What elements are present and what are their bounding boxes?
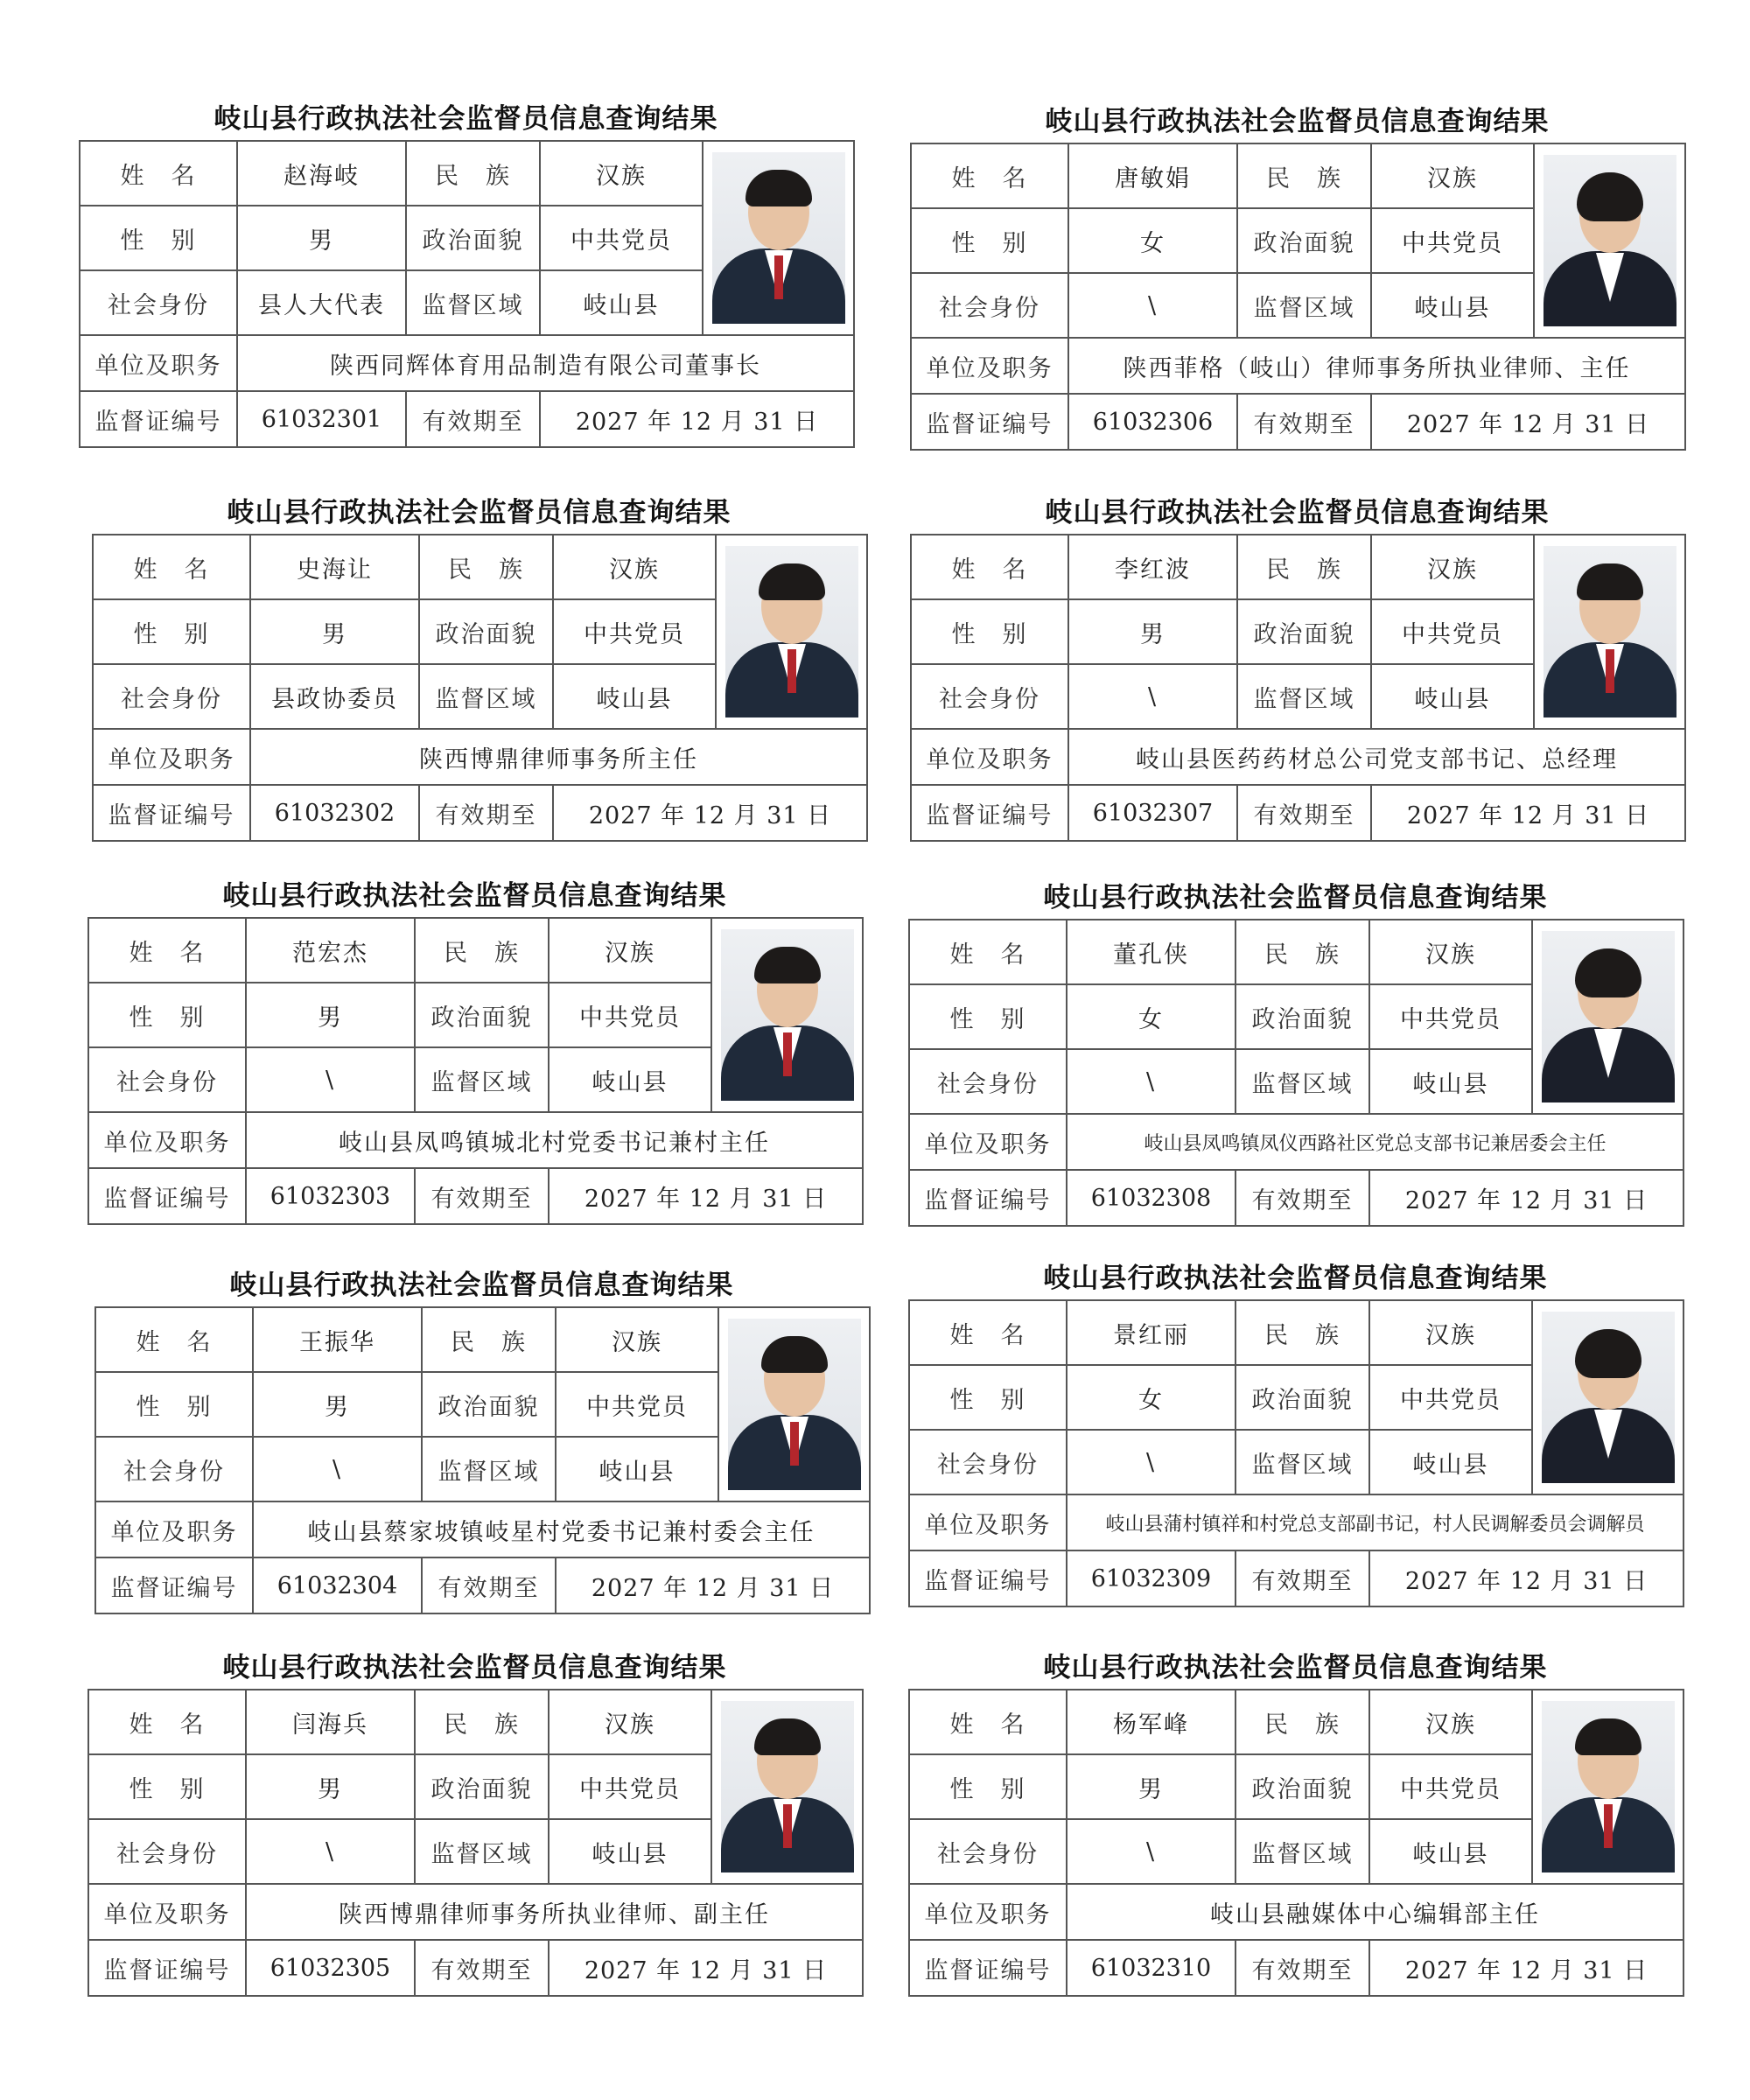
ethnicity-label: 民 族 [415,1690,549,1754]
portrait-photo [1532,920,1684,1114]
name-value: 闫海兵 [246,1690,415,1754]
social-value: \ [246,1819,415,1884]
valid-value: 2027 年 12 月 31 日 [556,1558,870,1614]
political-label: 政治面貌 [422,1372,556,1437]
political-value: 中共党员 [553,599,716,664]
cert-value: 61032303 [246,1168,415,1224]
info-table [79,140,855,448]
supervisor-card [908,877,1683,1227]
social-label: 社会身份 [88,1819,246,1884]
portrait-photo [703,141,854,335]
valid-label: 有效期至 [406,391,540,447]
name-value: 景红丽 [1067,1300,1236,1365]
name-value: 杨军峰 [1067,1690,1236,1754]
supervisor-card [88,875,862,1225]
cert-value: 61032304 [253,1558,422,1614]
portrait-placeholder-icon [1542,931,1675,1102]
ethnicity-value: 汉族 [549,918,711,983]
info-table [908,919,1684,1227]
supervisor-card [910,492,1684,842]
name-label: 姓 名 [909,920,1067,984]
cert-label: 监督证编号 [95,1558,253,1614]
portrait-placeholder-icon [728,1319,861,1490]
social-value: \ [1068,273,1237,338]
ethnicity-value: 汉族 [1369,1690,1532,1754]
unit-label: 单位及职务 [911,338,1068,394]
gender-label: 性 别 [909,1754,1067,1819]
name-label: 姓 名 [88,1690,246,1754]
political-value: 中共党员 [1369,984,1532,1049]
info-table [88,1689,864,1997]
unit-value: 岐山县凤鸣镇城北村党委书记兼村主任 [246,1112,863,1168]
cert-label: 监督证编号 [909,1940,1067,1996]
name-label: 姓 名 [80,141,237,206]
political-label: 政治面貌 [1236,984,1369,1049]
cert-label: 监督证编号 [88,1940,246,1996]
name-label: 姓 名 [911,144,1068,208]
gender-label: 性 别 [911,208,1068,273]
unit-label: 单位及职务 [909,1884,1067,1940]
social-label: 社会身份 [911,273,1068,338]
political-label: 政治面貌 [1237,208,1371,273]
region-label: 监督区域 [419,664,553,729]
political-value: 中共党员 [1369,1754,1532,1819]
region-value: 岐山县 [1371,664,1534,729]
region-label: 监督区域 [415,1819,549,1884]
gender-value: 男 [253,1372,422,1437]
name-label: 姓 名 [909,1300,1067,1365]
portrait-placeholder-icon [725,546,858,718]
cert-value: 61032307 [1068,785,1237,841]
gender-value: 女 [1067,1365,1236,1430]
gender-value: 男 [237,206,406,270]
name-label: 姓 名 [88,918,246,983]
region-value: 岐山县 [1371,273,1534,338]
cert-value: 61032306 [1068,394,1237,450]
card-title: 岐山县行政执法社会监督员信息查询结果 [227,497,732,528]
unit-label: 单位及职务 [909,1114,1067,1170]
unit-value: 岐山县蒲村镇祥和村党总支部副书记，村人民调解委员会调解员 [1067,1494,1684,1550]
gender-value: 男 [246,1754,415,1819]
card-title: 岐山县行政执法社会监督员信息查询结果 [222,880,727,912]
supervisor-card [908,1257,1683,1607]
gender-value: 女 [1067,984,1236,1049]
unit-value: 岐山县融媒体中心编辑部主任 [1067,1884,1684,1940]
region-value: 岐山县 [1369,1049,1532,1114]
info-table [88,917,864,1225]
social-value: \ [1067,1819,1236,1884]
valid-label: 有效期至 [422,1558,556,1614]
cert-label: 监督证编号 [88,1168,246,1224]
cert-value: 61032301 [237,391,406,447]
political-value: 中共党员 [549,983,711,1047]
cert-label: 监督证编号 [911,785,1068,841]
valid-label: 有效期至 [1237,785,1371,841]
valid-value: 2027 年 12 月 31 日 [553,785,867,841]
portrait-photo [1532,1690,1684,1884]
gender-label: 性 别 [88,1754,246,1819]
valid-value: 2027 年 12 月 31 日 [1369,1940,1684,1996]
card-title: 岐山县行政执法社会监督员信息查询结果 [1043,1263,1548,1294]
gender-value: 男 [250,599,419,664]
unit-value: 岐山县医药药材总公司党支部书记、总经理 [1068,729,1685,785]
ethnicity-value: 汉族 [556,1307,718,1372]
name-label: 姓 名 [93,535,250,599]
gender-label: 性 别 [80,206,237,270]
social-value: \ [1067,1049,1236,1114]
info-table [910,534,1686,842]
region-value: 岐山县 [556,1437,718,1502]
info-table [910,143,1686,451]
ethnicity-value: 汉族 [1371,535,1534,599]
cert-value: 61032308 [1067,1170,1236,1226]
portrait-photo [711,1690,863,1884]
gender-label: 性 别 [909,1365,1067,1430]
unit-label: 单位及职务 [909,1494,1067,1550]
valid-label: 有效期至 [415,1168,549,1224]
unit-label: 单位及职务 [95,1502,253,1558]
cert-label: 监督证编号 [80,391,237,447]
ethnicity-value: 汉族 [1371,144,1534,208]
name-value: 李红波 [1068,535,1237,599]
political-value: 中共党员 [556,1372,718,1437]
unit-value: 岐山县蔡家坡镇岐星村党委书记兼村委会主任 [253,1502,870,1558]
supervisor-card [94,1264,869,1614]
valid-value: 2027 年 12 月 31 日 [540,391,854,447]
region-label: 监督区域 [1236,1430,1369,1494]
portrait-photo [1534,144,1685,338]
name-value: 唐敏娟 [1068,144,1237,208]
supervisor-card [79,98,853,448]
valid-label: 有效期至 [419,785,553,841]
portrait-placeholder-icon [721,929,854,1101]
cert-value: 61032310 [1067,1940,1236,1996]
cert-label: 监督证编号 [909,1170,1067,1226]
political-label: 政治面貌 [1236,1754,1369,1819]
name-value: 史海让 [250,535,419,599]
valid-value: 2027 年 12 月 31 日 [1369,1550,1684,1606]
portrait-placeholder-icon [1544,546,1676,718]
social-label: 社会身份 [80,270,237,335]
social-value: \ [1067,1430,1236,1494]
card-title: 岐山县行政执法社会监督员信息查询结果 [1045,497,1550,528]
unit-value: 陕西菲格（岐山）律师事务所执业律师、主任 [1068,338,1685,394]
card-title: 岐山县行政执法社会监督员信息查询结果 [229,1270,734,1301]
social-value: \ [246,1047,415,1112]
unit-value: 陕西同辉体育用品制造有限公司董事长 [237,335,854,391]
political-label: 政治面貌 [419,599,553,664]
ethnicity-label: 民 族 [419,535,553,599]
region-label: 监督区域 [415,1047,549,1112]
social-label: 社会身份 [909,1049,1067,1114]
political-value: 中共党员 [1371,599,1534,664]
region-value: 岐山县 [1369,1430,1532,1494]
social-label: 社会身份 [909,1819,1067,1884]
unit-label: 单位及职务 [911,729,1068,785]
unit-label: 单位及职务 [93,729,250,785]
info-table [92,534,868,842]
political-value: 中共党员 [540,206,703,270]
valid-label: 有效期至 [1237,394,1371,450]
gender-label: 性 别 [88,983,246,1047]
ethnicity-value: 汉族 [1369,1300,1532,1365]
supervisor-card [908,1647,1683,1997]
supervisor-card [88,1647,862,1997]
supervisor-card [910,101,1684,451]
unit-label: 单位及职务 [88,1112,246,1168]
ethnicity-value: 汉族 [1369,920,1532,984]
valid-value: 2027 年 12 月 31 日 [549,1940,863,1996]
ethnicity-label: 民 族 [1236,1690,1369,1754]
gender-label: 性 别 [909,984,1067,1049]
gender-value: 女 [1068,208,1237,273]
region-value: 岐山县 [540,270,703,335]
portrait-photo [1534,535,1685,729]
region-value: 岐山县 [553,664,716,729]
name-value: 王振华 [253,1307,422,1372]
card-title: 岐山县行政执法社会监督员信息查询结果 [1045,106,1550,137]
region-value: 岐山县 [1369,1819,1532,1884]
social-value: \ [1068,664,1237,729]
region-value: 岐山县 [549,1047,711,1112]
card-title: 岐山县行政执法社会监督员信息查询结果 [1043,1652,1548,1684]
card-title: 岐山县行政执法社会监督员信息查询结果 [1043,882,1548,914]
portrait-placeholder-icon [721,1701,854,1872]
political-label: 政治面貌 [415,983,549,1047]
name-value: 赵海岐 [237,141,406,206]
social-label: 社会身份 [88,1047,246,1112]
political-value: 中共党员 [1371,208,1534,273]
unit-label: 单位及职务 [88,1884,246,1940]
name-label: 姓 名 [95,1307,253,1372]
unit-value: 陕西博鼎律师事务所主任 [250,729,867,785]
gender-label: 性 别 [93,599,250,664]
cert-value: 61032302 [250,785,419,841]
card-title: 岐山县行政执法社会监督员信息查询结果 [214,103,718,135]
portrait-placeholder-icon [1542,1312,1675,1483]
portrait-placeholder-icon [1542,1701,1675,1872]
region-label: 监督区域 [422,1437,556,1502]
region-label: 监督区域 [1236,1049,1369,1114]
unit-value: 陕西博鼎律师事务所执业律师、副主任 [246,1884,863,1940]
portrait-photo [1532,1300,1684,1494]
region-value: 岐山县 [549,1819,711,1884]
gender-value: 男 [1068,599,1237,664]
valid-value: 2027 年 12 月 31 日 [1371,394,1685,450]
valid-label: 有效期至 [1236,1170,1369,1226]
portrait-placeholder-icon [712,152,845,324]
valid-label: 有效期至 [1236,1550,1369,1606]
social-value: \ [253,1437,422,1502]
gender-value: 男 [246,983,415,1047]
name-value: 范宏杰 [246,918,415,983]
social-value: 县政协委员 [250,664,419,729]
ethnicity-label: 民 族 [415,918,549,983]
ethnicity-label: 民 族 [1236,920,1369,984]
valid-label: 有效期至 [1236,1940,1369,1996]
valid-label: 有效期至 [415,1940,549,1996]
political-value: 中共党员 [549,1754,711,1819]
valid-value: 2027 年 12 月 31 日 [1371,785,1685,841]
portrait-photo [716,535,867,729]
ethnicity-label: 民 族 [1236,1300,1369,1365]
cert-value: 61032309 [1067,1550,1236,1606]
region-label: 监督区域 [1237,664,1371,729]
region-label: 监督区域 [1236,1819,1369,1884]
social-label: 社会身份 [909,1430,1067,1494]
political-label: 政治面貌 [1236,1365,1369,1430]
political-label: 政治面貌 [415,1754,549,1819]
ethnicity-label: 民 族 [422,1307,556,1372]
valid-value: 2027 年 12 月 31 日 [549,1168,863,1224]
card-title: 岐山县行政执法社会监督员信息查询结果 [222,1652,727,1684]
ethnicity-value: 汉族 [553,535,716,599]
supervisor-card [92,492,866,842]
name-label: 姓 名 [911,535,1068,599]
social-value: 县人大代表 [237,270,406,335]
gender-value: 男 [1067,1754,1236,1819]
ethnicity-value: 汉族 [549,1690,711,1754]
social-label: 社会身份 [93,664,250,729]
valid-value: 2027 年 12 月 31 日 [1369,1170,1684,1226]
name-label: 姓 名 [909,1690,1067,1754]
cert-label: 监督证编号 [909,1550,1067,1606]
name-value: 董孔侠 [1067,920,1236,984]
info-table [908,1689,1684,1997]
unit-value: 岐山县凤鸣镇凤仪西路社区党总支部书记兼居委会主任 [1067,1114,1684,1170]
political-value: 中共党员 [1369,1365,1532,1430]
info-table [908,1299,1684,1607]
info-table [94,1306,871,1614]
political-label: 政治面貌 [1237,599,1371,664]
gender-label: 性 别 [911,599,1068,664]
ethnicity-value: 汉族 [540,141,703,206]
cert-label: 监督证编号 [93,785,250,841]
political-label: 政治面貌 [406,206,540,270]
cert-value: 61032305 [246,1940,415,1996]
cert-label: 监督证编号 [911,394,1068,450]
region-label: 监督区域 [1237,273,1371,338]
ethnicity-label: 民 族 [1237,535,1371,599]
portrait-photo [718,1307,870,1502]
ethnicity-label: 民 族 [406,141,540,206]
ethnicity-label: 民 族 [1237,144,1371,208]
portrait-photo [711,918,863,1112]
unit-label: 单位及职务 [80,335,237,391]
social-label: 社会身份 [911,664,1068,729]
region-label: 监督区域 [406,270,540,335]
social-label: 社会身份 [95,1437,253,1502]
portrait-placeholder-icon [1544,155,1676,326]
gender-label: 性 别 [95,1372,253,1437]
